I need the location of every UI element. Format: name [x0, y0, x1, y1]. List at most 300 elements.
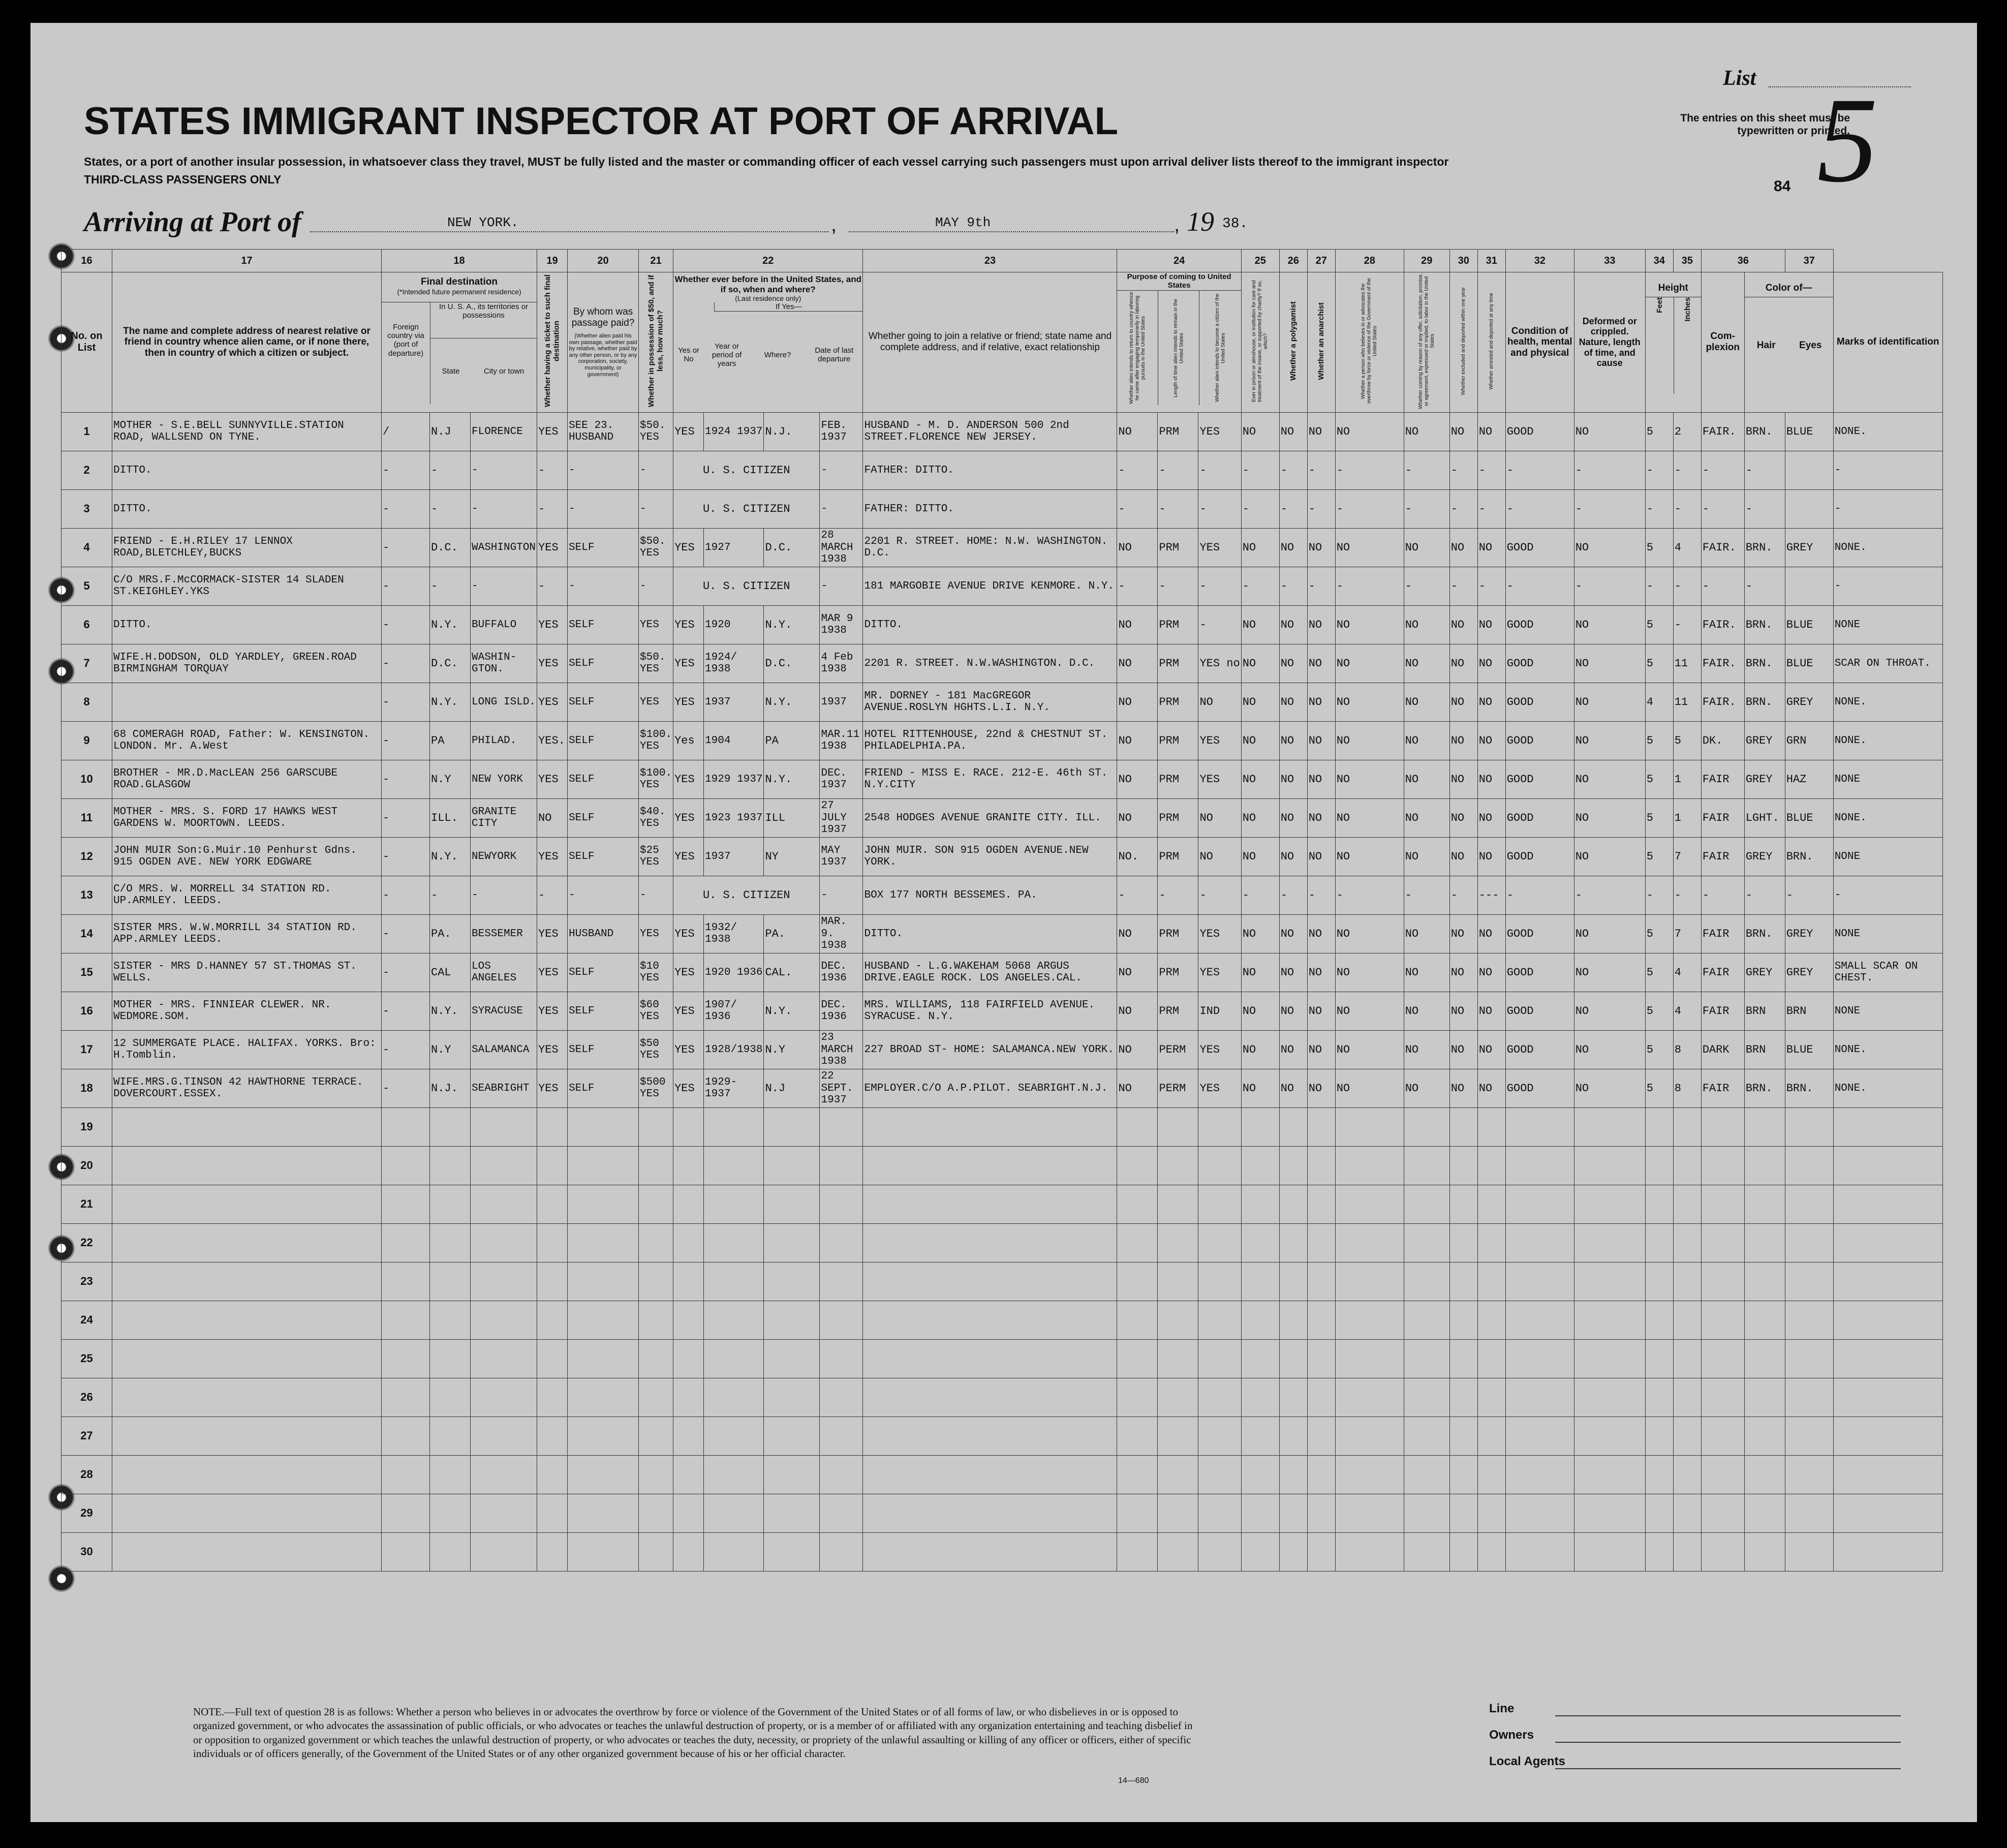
cell-c29 [1404, 1185, 1449, 1223]
cell-relative: MOTHER - MRS. S. FORD 17 HAWKS WEST GARDENS W. MOORTOWN. LEEDS. [112, 798, 382, 837]
cell-p-citizen: YES [1198, 1030, 1241, 1069]
cell-paid [568, 1146, 639, 1185]
cell-c25: - [1241, 451, 1279, 489]
cell-c26: - [1279, 567, 1307, 605]
cell-before [673, 1532, 704, 1571]
cell-c26: NO [1279, 412, 1307, 451]
cell-c28 [1335, 1339, 1404, 1378]
cell-health: GOOD [1505, 605, 1574, 644]
cell-paid [568, 1378, 639, 1416]
cell-c28 [1335, 1107, 1404, 1146]
cell-deformed: NO [1574, 528, 1645, 567]
cell-city [471, 1301, 537, 1339]
cell-inches: 8 [1673, 1030, 1701, 1069]
cell-c25 [1241, 1455, 1279, 1494]
cell-c28: - [1335, 876, 1404, 914]
cell-money [639, 1339, 673, 1378]
cell-complexion: FAIR. [1701, 683, 1744, 721]
cell-c28 [1335, 1223, 1404, 1262]
col-num: 17 [112, 250, 382, 272]
cell-c26: NO [1279, 837, 1307, 876]
cell-state [430, 1532, 471, 1571]
cell-foreign [382, 1532, 430, 1571]
cell-c31: NO [1477, 760, 1505, 798]
cell-c25 [1241, 1416, 1279, 1455]
arriving-label: Arriving at Port of [84, 206, 301, 238]
cell-ticket [537, 1185, 568, 1223]
cell-c31: NO [1477, 992, 1505, 1030]
cell-c25: NO [1241, 528, 1279, 567]
cell-c31 [1477, 1494, 1505, 1532]
cell-p-citizen [1198, 1532, 1241, 1571]
cell-p-citizen [1198, 1339, 1241, 1378]
cell-health [1505, 1262, 1574, 1301]
table-row [61, 1416, 1943, 1455]
cell-ticket [537, 1146, 568, 1185]
cell-relative: MOTHER - MRS. FINNIEAR CLEWER. NR. WEDMORE.SOM. [112, 992, 382, 1030]
cell-city: SYRACUSE [471, 992, 537, 1030]
cell-foreign: - [382, 567, 430, 605]
cell-where [764, 1455, 820, 1494]
cell-paid: HUSBAND [568, 914, 639, 953]
cell-years [704, 1107, 764, 1146]
cell-hair: LGHT. [1744, 798, 1785, 837]
cell-before [673, 1107, 704, 1146]
cell-relative: C/O MRS. W. MORRELL 34 STATION RD. UP.ARMLEY. LEEDS. [112, 876, 382, 914]
cell-marks: NONE [1833, 760, 1942, 798]
cell-p-length: PRM [1158, 760, 1198, 798]
cell-money [639, 1146, 673, 1185]
footer-line-label: Line [1489, 1702, 1515, 1715]
cell-marks: - [1833, 876, 1942, 914]
cell-c27 [1307, 1378, 1335, 1416]
cell-c30: - [1449, 489, 1477, 528]
cell-p-return: NO [1117, 798, 1158, 837]
cell-p-length: PRM [1158, 837, 1198, 876]
cell-relative [112, 1494, 382, 1532]
cell-before [673, 1185, 704, 1223]
foreign-country-label: Foreign country via (port of departure) [382, 302, 430, 404]
cell-inches: 5 [1673, 721, 1701, 760]
cell-p-citizen: - [1198, 489, 1241, 528]
cell-departure: DEC. 1936 [820, 992, 863, 1030]
cell-years [704, 1532, 764, 1571]
cell-paid: SELF [568, 721, 639, 760]
col-ticket [537, 272, 568, 413]
money-label: Whether in possession of $50, and if less, how much? [647, 274, 665, 408]
cell-p-length: PRM [1158, 914, 1198, 953]
port-value: NEW YORK. [447, 215, 519, 230]
cell-city [471, 1262, 537, 1301]
cell-feet: 5 [1645, 605, 1673, 644]
col-num: 29 [1404, 250, 1449, 272]
cell-c25 [1241, 1378, 1279, 1416]
cell-c28: NO [1335, 914, 1404, 953]
cell-inches: 7 [1673, 914, 1701, 953]
cell-c25 [1241, 1494, 1279, 1532]
col-num: 20 [568, 250, 639, 272]
cell-c26: - [1279, 489, 1307, 528]
cell-c27: NO [1307, 992, 1335, 1030]
cell-eyes: BLUE [1785, 798, 1833, 837]
cell-complexion [1701, 1107, 1744, 1146]
cell-marks: NONE [1833, 914, 1942, 953]
cell-before [673, 1378, 704, 1416]
cell-c25 [1241, 1146, 1279, 1185]
cell-departure [820, 1378, 863, 1416]
cell-state: N.J [430, 412, 471, 451]
cell-before: U. S. CITIZEN [673, 451, 820, 489]
cell-complexion: - [1701, 451, 1744, 489]
table-row [61, 1262, 1943, 1301]
cell-relative: FRIEND - E.H.RILEY 17 LENNOX ROAD,BLETCHLEY,BUCKS [112, 528, 382, 567]
cell-relative: BROTHER - MR.D.MacLEAN 256 GARSCUBE ROAD.GLASGOW [112, 760, 382, 798]
cell-paid: SELF [568, 837, 639, 876]
cell-years [704, 1378, 764, 1416]
cell-departure: FEB. 1937 [820, 412, 863, 451]
row-number: 8 [61, 683, 112, 721]
table-row [61, 1107, 1943, 1146]
cell-before: YES [673, 528, 704, 567]
cell-complexion: FAIR [1701, 760, 1744, 798]
cell-joining: 227 BROAD ST- HOME: SALAMANCA.NEW YORK. [863, 1030, 1117, 1069]
cell-money [639, 1494, 673, 1532]
cell-state [430, 1262, 471, 1301]
cell-eyes: BLUE [1785, 605, 1833, 644]
cell-ticket: YES [537, 1030, 568, 1069]
cell-departure [820, 1107, 863, 1146]
cell-marks [1833, 1494, 1942, 1532]
row-number: 18 [61, 1069, 112, 1107]
cell-years [704, 1416, 764, 1455]
cell-paid [568, 1494, 639, 1532]
cell-ticket [537, 1301, 568, 1339]
cell-ticket: YES [537, 837, 568, 876]
cell-health: GOOD [1505, 721, 1574, 760]
cell-deformed: NO [1574, 721, 1645, 760]
cell-deformed [1574, 1494, 1645, 1532]
cell-p-return: - [1117, 451, 1158, 489]
cell-complexion: FAIR [1701, 1069, 1744, 1107]
cell-complexion [1701, 1185, 1744, 1223]
cell-p-citizen [1198, 1378, 1241, 1416]
cell-deformed: NO [1574, 1030, 1645, 1069]
cell-c26 [1279, 1455, 1307, 1494]
cell-deformed: NO [1574, 605, 1645, 644]
cell-inches [1673, 1455, 1701, 1494]
cell-c28 [1335, 1532, 1404, 1571]
cell-p-return [1117, 1185, 1158, 1223]
cell-feet: 4 [1645, 683, 1673, 721]
before-sub: (Last residence only) [735, 294, 801, 303]
cell-inches [1673, 1185, 1701, 1223]
col-q31 [1477, 272, 1505, 413]
cell-c26: - [1279, 876, 1307, 914]
cell-c30 [1449, 1301, 1477, 1339]
cell-state: CAL [430, 953, 471, 992]
cell-before: Yes [673, 721, 704, 760]
cell-before: YES [673, 644, 704, 683]
cell-c31: NO [1477, 1069, 1505, 1107]
cell-complexion: FAIR. [1701, 644, 1744, 683]
cell-ticket: NO [537, 798, 568, 837]
color-of-label: Color of— [1745, 283, 1833, 297]
cell-feet: 5 [1645, 837, 1673, 876]
cell-state [430, 1107, 471, 1146]
cell-ticket: - [537, 489, 568, 528]
cell-health: GOOD [1505, 1030, 1574, 1069]
cell-state: N.Y. [430, 683, 471, 721]
cell-health: GOOD [1505, 992, 1574, 1030]
cell-c29 [1404, 1532, 1449, 1571]
cell-paid [568, 1339, 639, 1378]
cell-where: N.Y. [764, 992, 820, 1030]
feet-label: Feet [1655, 297, 1664, 313]
cell-complexion: FAIR. [1701, 605, 1744, 644]
cell-c28 [1335, 1416, 1404, 1455]
cell-c25: NO [1241, 605, 1279, 644]
cell-eyes: GREY [1785, 683, 1833, 721]
cell-hair [1744, 1262, 1785, 1301]
before-in-us-label: Whether ever before in the United States, and if so, when and where? [674, 274, 861, 294]
cell-deformed: NO [1574, 683, 1645, 721]
cell-c29: - [1404, 876, 1449, 914]
cell-complexion: FAIR [1701, 953, 1744, 992]
cell-departure: - [820, 451, 863, 489]
cell-joining: FATHER: DITTO. [863, 451, 1117, 489]
cell-years: 1937 [704, 683, 764, 721]
cell-city: NEW YORK [471, 760, 537, 798]
cell-c30 [1449, 1339, 1477, 1378]
cell-p-length: PRM [1158, 798, 1198, 837]
cell-p-citizen: YES [1198, 1069, 1241, 1107]
cell-departure [820, 1532, 863, 1571]
cell-ticket [537, 1378, 568, 1416]
cell-c29: - [1404, 451, 1449, 489]
q29-label: Whether coming by reason of any offer, solicitation, promise, or agreement, expressed or implied, to labor in the United States [1417, 273, 1435, 409]
row-number: 6 [61, 605, 112, 644]
cell-departure [820, 1494, 863, 1532]
cell-city: FLORENCE [471, 412, 537, 451]
cell-foreign: - [382, 798, 430, 837]
cell-departure: - [820, 567, 863, 605]
table-row [61, 605, 1943, 644]
cell-deformed: - [1574, 451, 1645, 489]
cell-hair [1744, 1494, 1785, 1532]
cell-inches: - [1673, 605, 1701, 644]
row-number: 4 [61, 528, 112, 567]
cell-state: N.Y. [430, 837, 471, 876]
cell-c30: NO [1449, 837, 1477, 876]
cell-p-length [1158, 1455, 1198, 1494]
cell-state [430, 1146, 471, 1185]
cell-inches [1673, 1301, 1701, 1339]
cell-marks: NONE. [1833, 721, 1942, 760]
cell-city: LOS ANGELES [471, 953, 537, 992]
col-marks: Marks of identification [1833, 272, 1942, 413]
cell-c30: - [1449, 876, 1477, 914]
cell-hair [1744, 1532, 1785, 1571]
cell-foreign [382, 1301, 430, 1339]
cell-eyes: BRN. [1785, 1069, 1833, 1107]
cell-c28 [1335, 1455, 1404, 1494]
cell-p-citizen: - [1198, 876, 1241, 914]
cell-before: YES [673, 412, 704, 451]
row-number: 25 [61, 1339, 112, 1378]
row-number: 16 [61, 992, 112, 1030]
cell-paid [568, 1455, 639, 1494]
table-row [61, 412, 1943, 451]
cell-joining [863, 1262, 1117, 1301]
row-number: 12 [61, 837, 112, 876]
cell-c28: NO [1335, 992, 1404, 1030]
cell-c28: NO [1335, 953, 1404, 992]
cell-relative: 68 COMERAGH ROAD, Father: W. KENSINGTON. LONDON. Mr. A.West [112, 721, 382, 760]
cell-marks: SMALL SCAR ON CHEST. [1833, 953, 1942, 992]
table-row [61, 1455, 1943, 1494]
col-q28 [1335, 272, 1404, 413]
cell-feet [1645, 1146, 1673, 1185]
cell-c28 [1335, 1185, 1404, 1223]
table-row [61, 798, 1943, 837]
cell-city: GRANITE CITY [471, 798, 537, 837]
cell-p-return [1117, 1262, 1158, 1301]
cell-feet: 5 [1645, 644, 1673, 683]
cell-c28 [1335, 1301, 1404, 1339]
cell-paid: - [568, 489, 639, 528]
col-money [639, 272, 673, 413]
row-number: 23 [61, 1262, 112, 1301]
purpose-label: Purpose of coming to United States [1117, 272, 1241, 291]
cell-where: N.Y. [764, 760, 820, 798]
cell-joining [863, 1146, 1117, 1185]
table-row [61, 1069, 1943, 1107]
table-row [61, 760, 1943, 798]
row-number: 17 [61, 1030, 112, 1069]
cell-c30: NO [1449, 953, 1477, 992]
cell-where [764, 1416, 820, 1455]
cell-p-return [1117, 1107, 1158, 1146]
cell-years: 1929- 1937 [704, 1069, 764, 1107]
cell-before: YES [673, 1030, 704, 1069]
cell-ticket: - [537, 567, 568, 605]
cell-joining [863, 1494, 1117, 1532]
cell-paid [568, 1301, 639, 1339]
cell-hair: - [1744, 451, 1785, 489]
cell-health [1505, 1185, 1574, 1223]
cell-eyes: BRN [1785, 992, 1833, 1030]
cell-city [471, 1146, 537, 1185]
cell-eyes: GREY [1785, 528, 1833, 567]
cell-c26 [1279, 1416, 1307, 1455]
cell-p-citizen [1198, 1301, 1241, 1339]
table-row [61, 721, 1943, 760]
cell-p-citizen: IND [1198, 992, 1241, 1030]
cell-complexion [1701, 1146, 1744, 1185]
cell-complexion [1701, 1339, 1744, 1378]
cell-c25 [1241, 1339, 1279, 1378]
cell-departure: MAR 9 1938 [820, 605, 863, 644]
cell-before: YES [673, 605, 704, 644]
cell-inches: 11 [1673, 644, 1701, 683]
cell-feet [1645, 1339, 1673, 1378]
cell-years: 1924 1937 [704, 412, 764, 451]
cell-city [471, 1378, 537, 1416]
column-number-row [61, 250, 1943, 272]
cell-complexion: FAIR. [1701, 528, 1744, 567]
col-num: 28 [1335, 250, 1404, 272]
cell-p-length [1158, 1185, 1198, 1223]
cell-c27 [1307, 1223, 1335, 1262]
cell-c30 [1449, 1532, 1477, 1571]
cell-joining: HOTEL RITTENHOUSE, 22nd & CHESTNUT ST. PHILADELPHIA.PA. [863, 721, 1117, 760]
cell-c29 [1404, 1107, 1449, 1146]
cell-complexion [1701, 1494, 1744, 1532]
cell-ticket: YES [537, 683, 568, 721]
cell-c29: NO [1404, 837, 1449, 876]
cell-c30: NO [1449, 992, 1477, 1030]
cell-c25: - [1241, 876, 1279, 914]
list-number: 5 [1817, 72, 1878, 207]
cell-city: - [471, 876, 537, 914]
cell-departure [820, 1455, 863, 1494]
cell-deformed [1574, 1339, 1645, 1378]
cell-c27: - [1307, 451, 1335, 489]
row-number: 21 [61, 1185, 112, 1223]
cell-departure [820, 1146, 863, 1185]
cell-departure: DEC. 1936 [820, 953, 863, 992]
col-num: 35 [1673, 250, 1701, 272]
row-number: 2 [61, 451, 112, 489]
cell-where [764, 1185, 820, 1223]
cell-money [639, 1107, 673, 1146]
col-num: 34 [1645, 250, 1673, 272]
cell-departure: 27 JULY 1937 [820, 798, 863, 837]
cell-c28: NO [1335, 644, 1404, 683]
cell-ticket [537, 1107, 568, 1146]
cell-c28: NO [1335, 605, 1404, 644]
cell-ticket: YES. [537, 721, 568, 760]
cell-c27 [1307, 1185, 1335, 1223]
cell-city: WASHIN-GTON. [471, 644, 537, 683]
cell-c25: - [1241, 489, 1279, 528]
cell-where [764, 1107, 820, 1146]
cell-eyes: - [1785, 876, 1833, 914]
col-num: 37 [1785, 250, 1833, 272]
cell-money [639, 1223, 673, 1262]
cell-money [639, 1185, 673, 1223]
comma: , [1174, 213, 1180, 236]
cell-c29 [1404, 1262, 1449, 1301]
date-value: MAY 9th [935, 215, 991, 230]
cell-c27 [1307, 1146, 1335, 1185]
cell-paid: SELF [568, 798, 639, 837]
cell-health: GOOD [1505, 412, 1574, 451]
cell-c27 [1307, 1455, 1335, 1494]
cell-c26: NO [1279, 1030, 1307, 1069]
cell-eyes [1785, 1532, 1833, 1571]
col-purpose [1117, 272, 1241, 413]
cell-inches [1673, 1339, 1701, 1378]
cell-joining [863, 1223, 1117, 1262]
cell-money [639, 1378, 673, 1416]
cell-health: GOOD [1505, 914, 1574, 953]
cell-foreign [382, 1223, 430, 1262]
cell-foreign [382, 1146, 430, 1185]
typewritten-note: The entries on this sheet must be typewritten or printed. [1680, 112, 1850, 137]
cell-feet [1645, 1455, 1673, 1494]
cell-inches [1673, 1494, 1701, 1532]
